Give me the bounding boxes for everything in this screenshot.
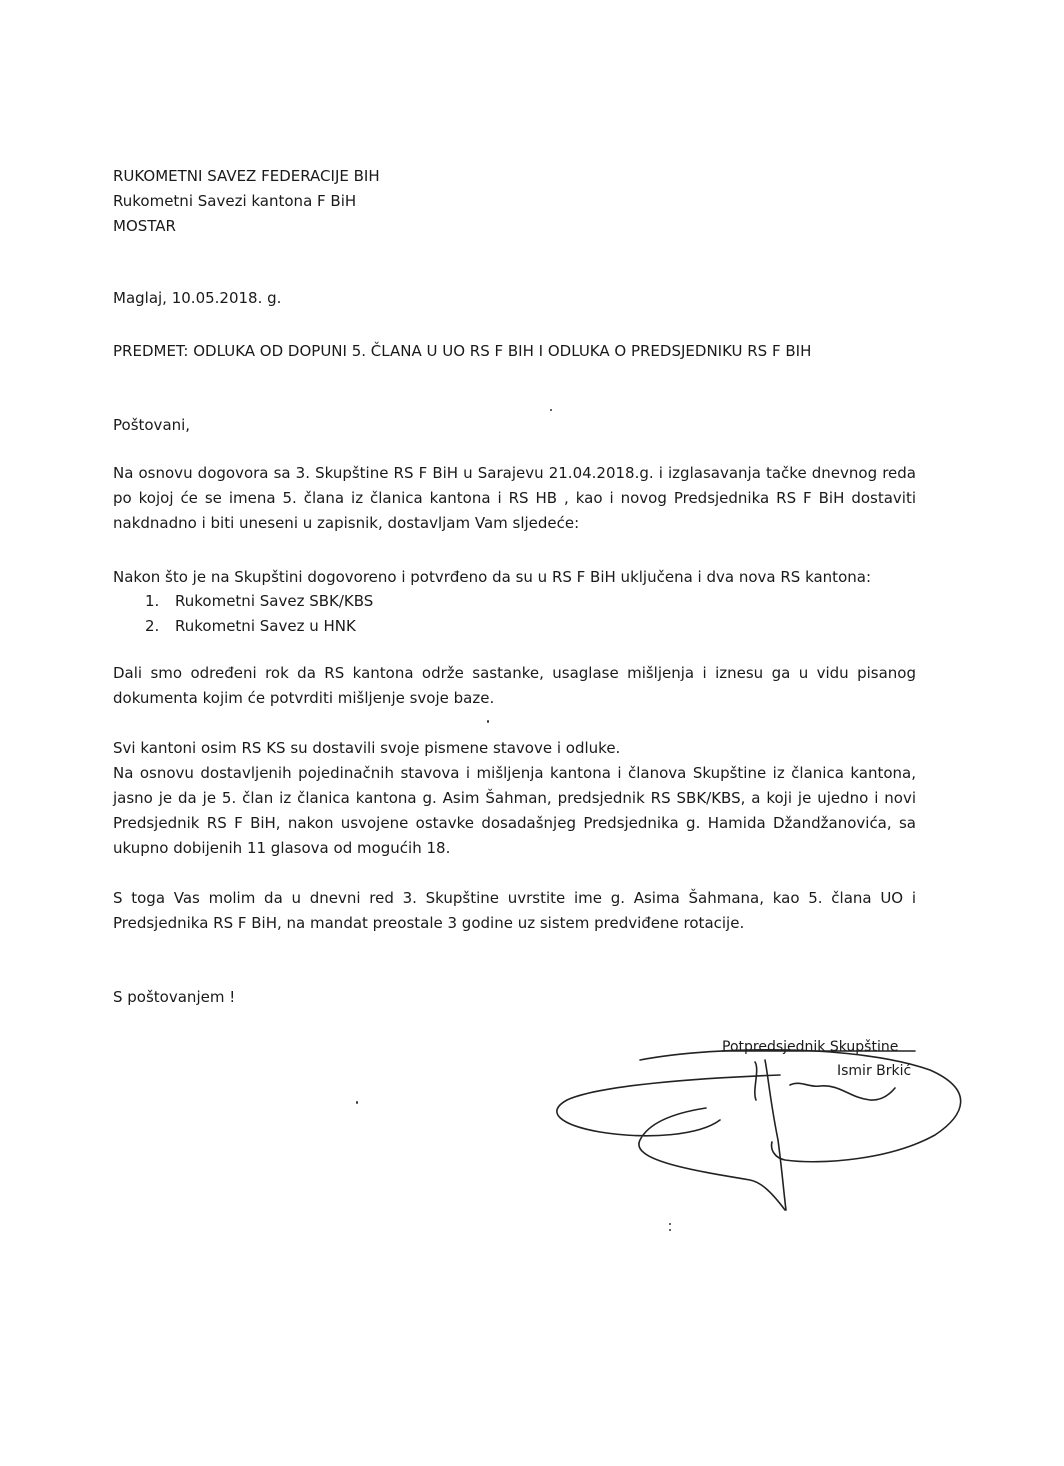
recipient-line-2: Rukometni Savezi kantona F BiH xyxy=(113,192,357,210)
recipient-line-3: MOSTAR xyxy=(113,217,176,235)
scan-speck xyxy=(487,720,489,723)
signatory-title: Potpredsjednik Skupštine xyxy=(722,1039,899,1055)
list-item-number: 1. xyxy=(145,592,160,610)
paragraph-3-text: Dali smo određeni rok da RS kantona održe sastanke, usaglase mišljenja i iznesu ga u vidu pisanog dokumenta kojim će potvrditi mišljenje svoje baze. xyxy=(113,664,916,707)
paragraph-5-text: S toga Vas molim da u dnevni red 3. Skupštine uvrstite ime g. Asima Šahmana, kao 5. člana UO i Predsjednika RS F BiH, na mandat preostale 3 godine uz sistem predviđene rotacije. xyxy=(113,889,916,932)
paragraph-4b-text: Na osnovu dostavljenih pojedinačnih stavova i mišljenja kantona i članova Skupštine iz članica kantona, jasno je da je 5. član iz članica kantona g. Asim Šahman, predsjednik RS SBK/KBS, a koji je ujedno i novi Predsjednik RS F BiH, nakon usvojene ostavke dosadašnjeg Predsjednika g. Hamida Džandžanovića, sa ukupno dobijenih 11 glasova od mogućih 18. xyxy=(113,764,916,857)
subject-line: PREDMET: ODLUKA OD DOPUNI 5. ČLANA U UO RS F BIH I ODLUKA O PREDSJEDNIKU RS F BIH xyxy=(113,342,812,360)
paragraph-4a-text: Svi kantoni osim RS KS su dostavili svoje pismene stavove i odluke. xyxy=(113,739,621,757)
salutation: Poštovani, xyxy=(113,416,191,434)
list-item-text: Rukometni Savez SBK/KBS xyxy=(175,592,374,610)
scan-speck xyxy=(669,1229,671,1231)
scan-speck xyxy=(669,1223,671,1225)
scan-speck xyxy=(550,409,552,411)
recipient-line-1: RUKOMETNI SAVEZ FEDERACIJE BIH xyxy=(113,167,380,185)
place-date: Maglaj, 10.05.2018. g. xyxy=(113,289,282,307)
signatory-name: Ismir Brkić xyxy=(837,1063,912,1079)
paragraph-2-intro: Nakon što je na Skupštini dogovoreno i potvrđeno da su u RS F BiH uključena i dva nova RS kantona: xyxy=(113,568,871,586)
list-item-text: Rukometni Savez u HNK xyxy=(175,617,356,635)
paragraph-1-text: Na osnovu dogovora sa 3. Skupštine RS F BiH u Sarajevu 21.04.2018.g. i izglasavanja tačke dnevnog reda po kojoj će se imena 5. člana iz članica kantona i RS HB , kao i novog Predsjednika RS F BiH dostaviti nakdnadno i biti uneseni u zapisnik, dostavljam Vam sljedeće: xyxy=(113,464,916,532)
list-item-number: 2. xyxy=(145,617,160,635)
scan-speck xyxy=(356,1101,358,1104)
closing: S poštovanjem ! xyxy=(113,988,236,1006)
